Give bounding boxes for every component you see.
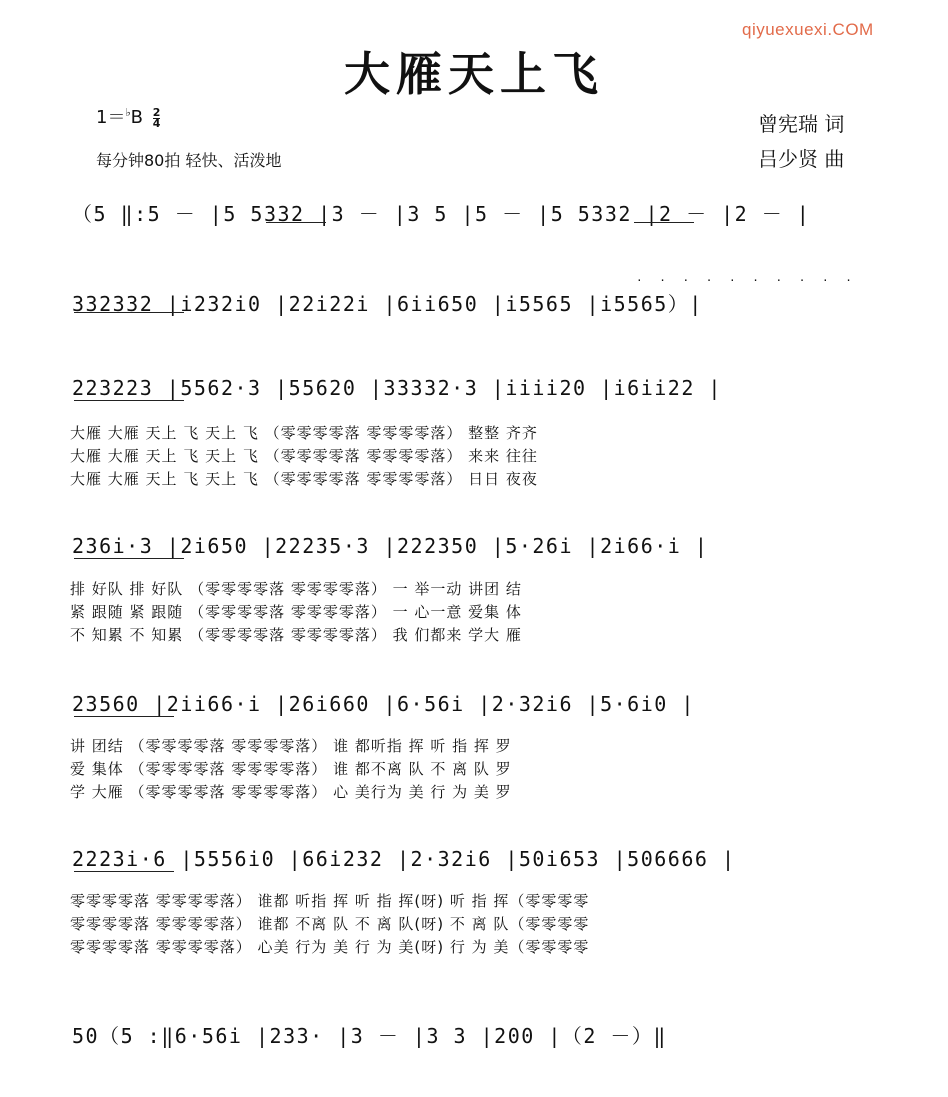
beam-line xyxy=(74,558,184,559)
song-title: 大雁天上飞 xyxy=(344,47,604,101)
lyric-line: 学 大雁 （零零零零落 零零零零落） 心 美行为 美 行 为 美 罗 xyxy=(70,783,512,801)
beam-line xyxy=(74,400,184,401)
beam-line xyxy=(74,312,184,313)
notation-line-1: （5 ‖:5 － |5 5332 |3 － |3 5 |5 － |5 5332 |2 － |2 － | xyxy=(72,202,811,226)
notation-line-2: 332332 |i232i0 |22i22i |6ii650 |i5565 |i5565）| xyxy=(72,292,703,316)
key-prefix: 1＝ xyxy=(96,107,126,128)
key-signature xyxy=(96,103,160,129)
notation-line-3: 223223 |5562·3 |55620 |33332·3 |iiii20 |i6ii22 | xyxy=(72,376,722,400)
notation-line-6: 2223i·6 |5556i0 |66i232 |2·32i6 |50i653 |506666 | xyxy=(72,847,736,871)
lyricist-credit: 曾宪瑞 词 xyxy=(758,112,845,136)
beam-line xyxy=(634,222,694,223)
beam-line xyxy=(74,871,174,872)
notation-line-7: 50（5 :‖6·56i |233· |3 － |3 3 |200 |（2 －）‖ xyxy=(72,1024,667,1048)
key-note: B xyxy=(130,107,144,128)
lyric-line: 爱 集体 （零零零零落 零零零零落） 谁 都不离 队 不 离 队 罗 xyxy=(70,760,512,778)
lyric-line: 紧 跟随 紧 跟随 （零零零零落 零零零零落） 一 心一意 爱集 体 xyxy=(70,603,522,621)
lyric-line: 零零零零落 零零零零落） 谁都 不离 队 不 离 队(呀) 不 离 队（零零零零 xyxy=(70,915,590,933)
lyric-line: 大雁 大雁 天上 飞 天上 飞 （零零零零落 零零零零落） 来来 往往 xyxy=(70,447,538,465)
lyric-line: 零零零零落 零零零零落） 心美 行为 美 行 为 美(呀) 行 为 美（零零零零 xyxy=(70,938,590,956)
tempo-marking: 每分钟80拍 轻快、活泼地 xyxy=(96,151,282,170)
watermark: qiyuexuexi.COM xyxy=(742,20,874,39)
lyric-line: 大雁 大雁 天上 飞 天上 飞 （零零零零落 零零零零落） 整整 齐齐 xyxy=(70,424,538,442)
time-bottom: 4 xyxy=(152,116,161,130)
lyric-line: 大雁 大雁 天上 飞 天上 飞 （零零零零落 零零零零落） 日日 夜夜 xyxy=(70,470,538,488)
beam-line xyxy=(74,716,174,717)
octave-dots: · · · · · · · · · · xyxy=(636,274,857,287)
time-top: 2 xyxy=(152,105,161,119)
beam-line xyxy=(266,222,326,223)
lyric-line: 不 知累 不 知累 （零零零零落 零零零零落） 我 们都来 学大 雁 xyxy=(70,626,522,644)
time-signature xyxy=(152,105,161,130)
lyric-line: 零零零零落 零零零零落） 谁都 听指 挥 听 指 挥(呀) 听 指 挥（零零零零 xyxy=(70,892,590,910)
composer-credit: 吕少贤 曲 xyxy=(758,147,845,171)
lyric-line: 排 好队 排 好队 （零零零零落 零零零零落） 一 举一动 讲团 结 xyxy=(70,580,522,598)
notation-line-5: 23560 |2ii66·i |26i660 |6·56i |2·32i6 |5·6i0 | xyxy=(72,692,695,716)
flat-sign: ♭ xyxy=(125,106,131,119)
notation-line-4: 236i·3 |2i650 |22235·3 |222350 |5·26i |2i66·i | xyxy=(72,534,709,558)
lyric-line: 讲 团结 （零零零零落 零零零零落） 谁 都听指 挥 听 指 挥 罗 xyxy=(70,737,512,755)
